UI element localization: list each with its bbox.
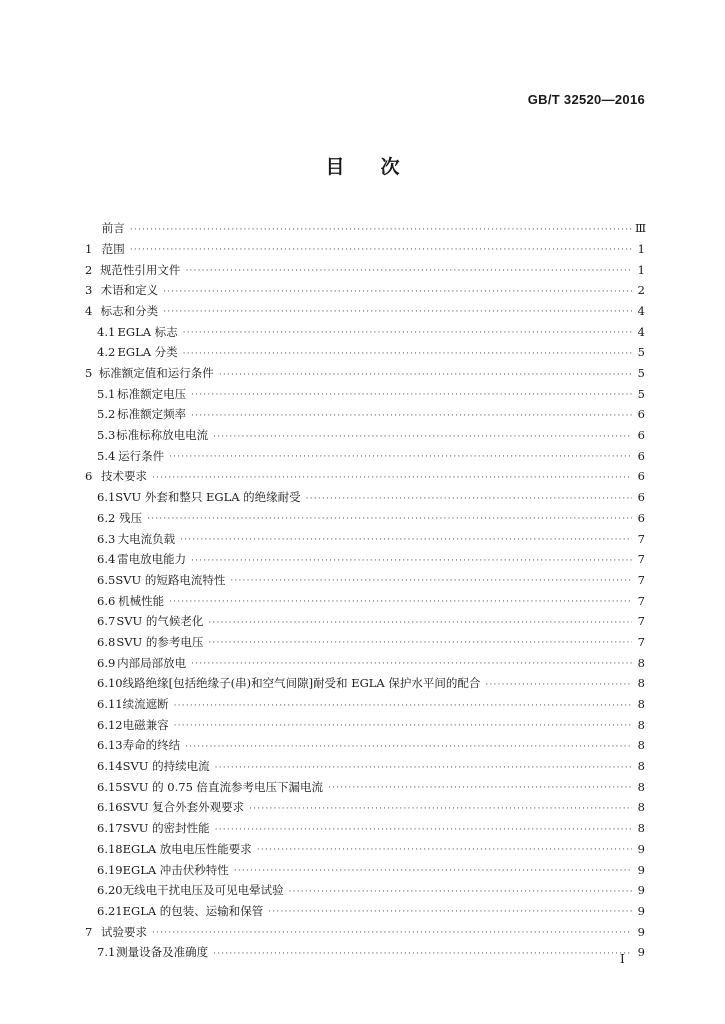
toc-entry[interactable] bbox=[85, 897, 645, 918]
toc-entry-page: 9 bbox=[637, 924, 645, 939]
toc-entry[interactable] bbox=[85, 545, 645, 566]
toc-entry[interactable] bbox=[85, 752, 645, 773]
toc-entry-number: 6.16 bbox=[97, 800, 123, 815]
toc-entry-title: EGLA 的包装、运输和保管 bbox=[122, 903, 264, 918]
toc-entry-number: 6.7 bbox=[97, 614, 116, 629]
toc-entry[interactable] bbox=[85, 814, 645, 835]
toc-entry-title: 内部局部放电 bbox=[117, 655, 187, 670]
toc-entry-number: 1 bbox=[85, 241, 93, 256]
toc-entry-number: 3 bbox=[85, 283, 93, 298]
toc-entry-number: 6.10 bbox=[97, 676, 123, 691]
toc-entry-page: 6 bbox=[637, 448, 645, 463]
toc-entry-number: 2 bbox=[85, 262, 93, 277]
toc-entry-title: 标准标称放电电流 bbox=[116, 428, 209, 443]
toc-entry-number: 6.4 bbox=[97, 552, 116, 567]
toc-entry-number: 6.3 bbox=[97, 531, 116, 546]
toc-leader-dots bbox=[191, 391, 632, 400]
toc-entry-number: 5.3 bbox=[97, 428, 116, 443]
toc-leader-dots bbox=[185, 267, 632, 276]
toc-entry[interactable] bbox=[85, 276, 645, 297]
toc-entry-page: 8 bbox=[637, 655, 645, 670]
toc-entry-title: SVU 的 0.75 倍直流参考电压下漏电流 bbox=[122, 779, 324, 794]
toc-entry-title: 标准额定值和运行条件 bbox=[98, 366, 214, 380]
toc-entry-page: 2 bbox=[637, 283, 645, 298]
toc-entry[interactable] bbox=[85, 835, 645, 856]
toc-entry[interactable] bbox=[85, 442, 645, 463]
toc-entry[interactable] bbox=[85, 793, 645, 814]
toc-entry-page: 9 bbox=[637, 903, 645, 918]
toc-leader-dots bbox=[180, 536, 632, 545]
toc-entry-number: 7.1 bbox=[97, 945, 116, 960]
toc-leader-dots bbox=[191, 557, 632, 566]
toc-entry[interactable] bbox=[85, 255, 645, 276]
page-number: I bbox=[620, 952, 625, 966]
toc-entry-page: 4 bbox=[637, 324, 645, 339]
toc-entry[interactable] bbox=[85, 380, 645, 401]
toc-leader-dots bbox=[208, 639, 632, 648]
toc-entry-page: 9 bbox=[637, 945, 645, 960]
toc-entry-page: 1 bbox=[637, 241, 645, 256]
toc-entry-page: 6 bbox=[637, 407, 645, 422]
toc-entry[interactable] bbox=[85, 938, 645, 959]
toc-entry-title: 无线电干扰电压及可见电晕试验 bbox=[122, 883, 284, 898]
toc-leader-dots bbox=[234, 867, 632, 876]
toc-entry-number: 6.21 bbox=[97, 903, 123, 918]
toc-entry-number: 6.15 bbox=[97, 779, 123, 794]
toc-entry-title: 技术要求 bbox=[101, 469, 148, 484]
toc-entry-title: SVU 复合外套外观要求 bbox=[122, 800, 245, 815]
toc-entry-page: 7 bbox=[637, 593, 645, 608]
title-char-1: 目 bbox=[325, 156, 345, 178]
toc-entry-title: SVU 的气候老化 bbox=[116, 614, 204, 629]
toc-entry-title: SVU 外套和整只 EGLA 的绝缘耐受 bbox=[115, 490, 301, 505]
toc-leader-dots bbox=[174, 722, 632, 731]
toc-leader-dots bbox=[485, 681, 632, 690]
toc-entry-page: 8 bbox=[637, 821, 645, 836]
toc-entry-number: 4.1 bbox=[97, 324, 116, 339]
toc-entry[interactable] bbox=[85, 566, 645, 587]
toc-entry[interactable] bbox=[85, 586, 645, 607]
toc-entry-page: 5 bbox=[637, 345, 645, 360]
toc-leader-dots bbox=[213, 950, 632, 959]
toc-entry-number: 6.9 bbox=[97, 655, 116, 670]
toc-entry-page: 7 bbox=[637, 634, 645, 649]
toc-leader-dots bbox=[306, 495, 632, 504]
toc-entry-page: 8 bbox=[637, 717, 645, 732]
toc-entry-title: 前言 bbox=[101, 221, 125, 236]
toc-entry-page: 8 bbox=[637, 779, 645, 794]
toc-leader-dots bbox=[169, 598, 632, 607]
toc-entry-number: 6.19 bbox=[97, 862, 123, 877]
toc-entry-number: 6.2 bbox=[97, 510, 116, 525]
toc-entry[interactable] bbox=[85, 731, 645, 752]
toc-entry-title: EGLA 标志 bbox=[117, 324, 178, 339]
toc-entry-title: 雷电放电能力 bbox=[117, 552, 187, 567]
toc-entry-page: 5 bbox=[637, 386, 645, 401]
toc-entry-title: 试验要求 bbox=[101, 924, 148, 939]
toc-entry[interactable] bbox=[85, 214, 645, 235]
toc-entry-number: 6.8 bbox=[97, 634, 116, 649]
toc-entry[interactable] bbox=[85, 400, 645, 421]
toc-entry[interactable] bbox=[85, 773, 645, 794]
toc-entry-page: 8 bbox=[637, 800, 645, 815]
toc-entry-page: 7 bbox=[637, 531, 645, 546]
title-char-2: 次 bbox=[380, 156, 400, 178]
toc-entry[interactable] bbox=[85, 628, 645, 649]
toc-leader-dots bbox=[249, 805, 632, 814]
toc-entry-title: 大电流负载 bbox=[117, 531, 176, 546]
toc-entry-title: 续流遮断 bbox=[122, 697, 169, 711]
toc-entry-page: 8 bbox=[637, 697, 645, 711]
toc-entry-number: 6.17 bbox=[97, 821, 123, 836]
toc-entry-page: 6 bbox=[637, 469, 645, 484]
toc-entry-number: 5.1 bbox=[97, 386, 116, 401]
toc-entry-number: 6 bbox=[85, 469, 93, 484]
toc-leader-dots bbox=[289, 888, 632, 897]
toc-entry-title: EGLA 冲击伏秒特性 bbox=[122, 862, 229, 877]
toc-entry[interactable] bbox=[85, 648, 645, 669]
toc-leader-dots bbox=[183, 329, 632, 338]
toc-leader-dots bbox=[185, 743, 632, 752]
toc-leader-dots bbox=[215, 826, 632, 835]
toc-leader-dots bbox=[169, 453, 632, 462]
toc-entry[interactable] bbox=[85, 711, 645, 732]
toc-leader-dots bbox=[130, 246, 632, 255]
toc-entry-page: 8 bbox=[637, 676, 645, 691]
toc-entry-number: 6.20 bbox=[97, 883, 123, 898]
toc-entry-title: 规范性引用文件 bbox=[99, 262, 181, 277]
toc-entry-title: EGLA 分类 bbox=[117, 345, 178, 360]
toc-entry-title: 电磁兼容 bbox=[122, 717, 169, 732]
toc-entry-number: 6.11 bbox=[97, 697, 123, 711]
toc-entry-title: EGLA 放电电压性能要求 bbox=[122, 841, 252, 856]
toc-entry-number: 5 bbox=[85, 366, 93, 380]
toc-leader-dots bbox=[230, 577, 632, 586]
toc-leader-dots bbox=[215, 764, 632, 773]
toc-entry-title: 残压 bbox=[119, 510, 143, 525]
toc-entry-number: 4.2 bbox=[97, 345, 116, 360]
toc-entry-title: SVU 的持续电流 bbox=[122, 759, 210, 774]
toc-entry-page: 6 bbox=[637, 428, 645, 443]
toc-entry-title: 机械性能 bbox=[118, 593, 165, 608]
toc-leader-dots bbox=[147, 515, 632, 524]
toc-entry-page: 6 bbox=[637, 510, 645, 525]
toc-entry-title: 运行条件 bbox=[118, 448, 165, 463]
toc-entry-title: SVU 的参考电压 bbox=[116, 634, 204, 649]
toc-leader-dots bbox=[268, 908, 632, 917]
toc-entry[interactable] bbox=[85, 483, 645, 504]
toc-entry-number: 6.12 bbox=[97, 717, 123, 732]
toc-entry-number: 7 bbox=[85, 924, 93, 939]
toc-entry[interactable] bbox=[85, 504, 645, 525]
toc-entry-page: 6 bbox=[637, 490, 645, 505]
toc-entry-page: 4 bbox=[637, 303, 645, 318]
toc-entry-page: 1 bbox=[637, 262, 645, 277]
toc-leader-dots bbox=[152, 474, 632, 483]
toc-entry-number: 4 bbox=[85, 303, 93, 318]
toc-entry-title: 测量设备及准确度 bbox=[116, 945, 209, 960]
toc-leader-dots bbox=[213, 433, 632, 442]
toc-leader-dots bbox=[130, 226, 632, 235]
toc-entry-number: 6.5 bbox=[97, 572, 116, 587]
toc-leader-dots bbox=[219, 371, 632, 380]
toc-entry-title: 线路绝缘[包括绝缘子(串)和空气间隙]耐受和 EGLA 保护水平间的配合 bbox=[122, 676, 481, 691]
toc-entry-page: 8 bbox=[637, 759, 645, 774]
toc-entry-title: 范围 bbox=[101, 241, 125, 256]
table-of-contents bbox=[85, 214, 645, 959]
page-title bbox=[0, 152, 725, 179]
toc-entry-page: 9 bbox=[637, 862, 645, 877]
toc-leader-dots bbox=[208, 619, 632, 628]
toc-entry[interactable] bbox=[85, 297, 645, 318]
standard-code: GB/T 32520—2016 bbox=[527, 92, 645, 107]
toc-leader-dots bbox=[191, 660, 632, 669]
toc-entry-number: 6.14 bbox=[97, 759, 123, 774]
toc-entry-title: SVU 的密封性能 bbox=[122, 821, 210, 836]
toc-entry[interactable] bbox=[85, 917, 645, 938]
toc-entry[interactable] bbox=[85, 607, 645, 628]
toc-entry-page: Ⅲ bbox=[635, 221, 647, 236]
toc-entry[interactable] bbox=[85, 855, 645, 876]
toc-entry-page: 7 bbox=[637, 572, 645, 587]
toc-entry-number: 6.18 bbox=[97, 841, 123, 856]
toc-leader-dots bbox=[328, 784, 632, 793]
toc-entry-number: 5.4 bbox=[97, 448, 116, 463]
toc-entry-title: SVU 的短路电流特性 bbox=[115, 572, 226, 587]
toc-leader-dots bbox=[174, 702, 632, 711]
toc-entry[interactable] bbox=[85, 359, 645, 380]
toc-entry[interactable] bbox=[85, 690, 645, 711]
toc-entry-number: 6.1 bbox=[97, 490, 116, 505]
toc-entry[interactable] bbox=[85, 876, 645, 897]
toc-entry-title: 标准额定频率 bbox=[117, 407, 187, 422]
toc-entry[interactable] bbox=[85, 669, 645, 690]
toc-entry[interactable] bbox=[85, 338, 645, 359]
toc-entry-title: 寿命的终结 bbox=[122, 738, 181, 753]
toc-leader-dots bbox=[191, 412, 632, 421]
toc-leader-dots bbox=[152, 929, 632, 938]
toc-entry-title: 标志和分类 bbox=[100, 303, 159, 318]
toc-entry[interactable] bbox=[85, 421, 645, 442]
toc-entry-number: 6.6 bbox=[97, 593, 116, 608]
toc-leader-dots bbox=[163, 288, 632, 297]
toc-entry[interactable] bbox=[85, 235, 645, 256]
toc-entry-page: 8 bbox=[637, 738, 645, 753]
toc-leader-dots bbox=[257, 846, 632, 855]
toc-entry-title: 术语和定义 bbox=[100, 283, 159, 298]
toc-entry-number: 5.2 bbox=[97, 407, 116, 422]
toc-entry-page: 5 bbox=[637, 366, 645, 380]
toc-leader-dots bbox=[163, 308, 632, 317]
toc-entry-title: 标准额定电压 bbox=[117, 386, 187, 401]
toc-entry[interactable] bbox=[85, 462, 645, 483]
toc-entry-number: 6.13 bbox=[97, 738, 123, 753]
toc-entry-page: 9 bbox=[637, 883, 645, 898]
toc-entry-page: 9 bbox=[637, 841, 645, 856]
toc-entry-page: 7 bbox=[637, 552, 645, 567]
toc-leader-dots bbox=[183, 350, 632, 359]
toc-entry[interactable] bbox=[85, 524, 645, 545]
toc-entry[interactable] bbox=[85, 317, 645, 338]
toc-entry-page: 7 bbox=[637, 614, 645, 629]
